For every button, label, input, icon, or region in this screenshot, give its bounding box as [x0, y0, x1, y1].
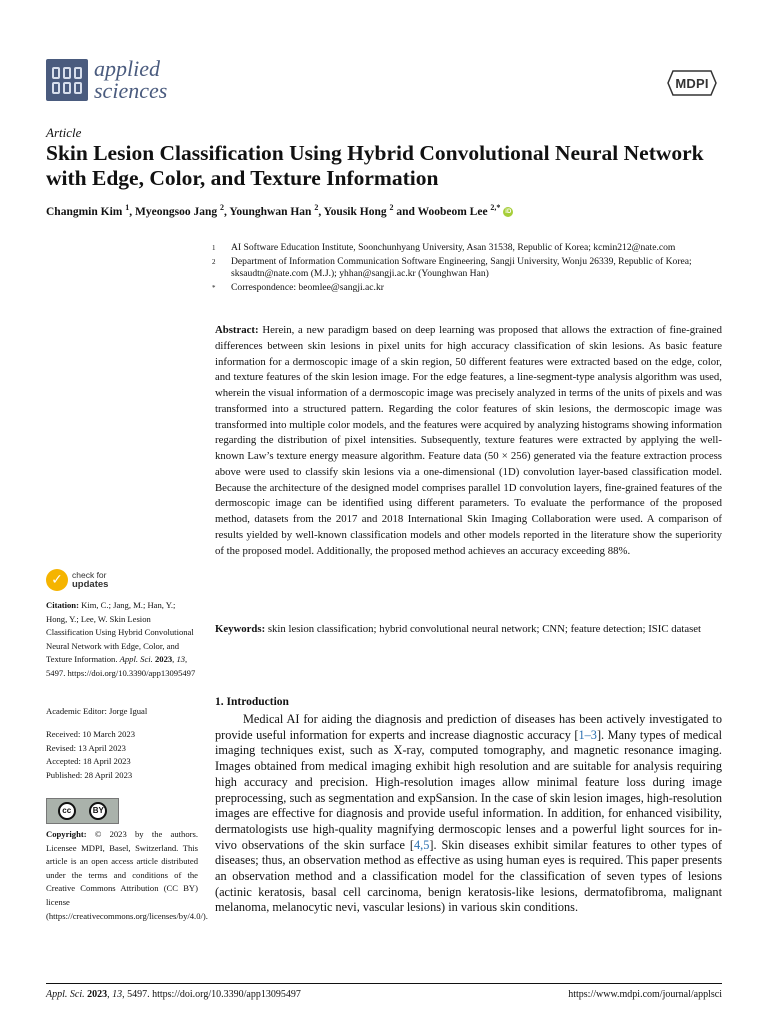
author-list — [46, 203, 513, 218]
publication-dates — [46, 728, 198, 782]
check-updates-line2: updates — [72, 579, 109, 590]
keywords-text: skin lesion classification; hybrid convolutional neural network; CNN; feature detection; ISIC dataset — [267, 623, 702, 635]
section-heading: 1. Introduction — [215, 696, 289, 708]
date-accepted: Accepted: 18 April 2023 — [46, 756, 131, 767]
publisher-logo — [667, 70, 717, 96]
copyright-text: © 2023 by the authors. Licensee MDPI, Basel, Switzerland. This article is an open access article distributed under the terms and conditions of the Creative Commons Attribution (CC BY) license (https://creativecommons.org/licenses/by/4.0/). — [46, 829, 208, 921]
intro-text: ]. Skin diseases exhibit similar features to other types of diseases; thus, an observation method as effective as using human eyes is required. This paper presents an observation method and a classification model for the classification of seven types of lesions (actinic keratosis, basal cell carcinoma, benign keratosis-like lesions, dermatofibroma, malignant melanoma, melanocytic nevi, vascular lesions) in various skin conditions. — [215, 837, 722, 915]
copyright-notice — [46, 828, 208, 923]
citation-label: Citation: — [46, 600, 79, 610]
affiliation-text: AI Software Education Institute, Soonchunhyang University, Asan 31538, Republic of Korea; kcmin212@nate.com — [231, 242, 676, 253]
journal-logo — [46, 58, 167, 102]
date-revised: Revised: 13 April 2023 — [46, 742, 126, 753]
affiliation-number: 2 — [212, 257, 216, 266]
footer-doi[interactable]: , 5497. https://doi.org/10.3390/app13095497 — [122, 989, 301, 1000]
journal-logo-icon — [46, 59, 88, 101]
affiliation-text: Department of Information Communication Software Engineering, Sangji University, Wonju 26339, Republic of Korea; sksaudtn@nate.com (M.J.); yhhan@sangji.ac.kr (Younghwan Han) — [231, 255, 692, 279]
footer-citation: Appl. Sci. 2023, 13, 5497. https://doi.org/10.3390/app13095497 — [46, 989, 301, 1000]
affiliation-number: 1 — [212, 244, 216, 252]
journal-name-line2: sciences — [94, 78, 168, 103]
article-title: Skin Lesion Classification Using Hybrid Convolutional Neural Network with Edge, Color, and Texture Information — [46, 141, 704, 190]
intro-text: Medical AI for aiding the diagnosis and prediction of diseases has been actively investigated to provide useful information for experts and increase diagnostic accuracy [ — [215, 712, 722, 742]
affiliation-item — [212, 282, 732, 295]
cc-by-license-badge[interactable] — [46, 798, 119, 824]
reference-link[interactable]: 4,5 — [413, 837, 430, 852]
creative-commons-icon: cc — [58, 802, 76, 820]
check-updates-icon: ✓ — [46, 569, 68, 591]
author-name: Yousik Hong — [323, 205, 387, 218]
affiliations — [212, 242, 732, 295]
author-affiliation-sup: 2 — [314, 203, 319, 212]
author-separator: , — [223, 205, 230, 218]
affiliation-item — [212, 242, 732, 255]
author-separator: and — [393, 205, 418, 218]
citation-volume: 13 — [176, 654, 186, 665]
author-name: Younghwan Han — [229, 205, 312, 218]
citation-journal: Appl. Sci. — [119, 654, 153, 665]
check-updates-line1: check for — [72, 570, 107, 580]
author-separator: , — [318, 205, 324, 218]
attribution-icon: BY — [89, 802, 107, 820]
affiliation-item — [212, 256, 732, 281]
copyright-label: Copyright: — [46, 829, 87, 839]
date-published: Published: 28 April 2023 — [46, 769, 133, 780]
abstract-text: Herein, a new paradigm based on deep learning was proposed that allows the extraction of fine-grained differences between skin lesions in pixel units for high accuracy classification of skin lesions. As basic feature information for a dermoscopic image of a skin region, 50 different features were extracted based on the edge, color, and texture features of the skin lesion image. For the edge features, a line-segment-type analysis algorithm was used, wherein the visual information of a dermoscopic image was precisely analyzed in terms of the units of pixels and was transformed into a structured pattern. Regarding the color features of skin lesions, the dermoscopic image was transformed into multiple color models, and the features were acquired by analyzing histograms showing information regarding the distribution of pixel intensities. Subsequently, texture features were extracted by applying the well-known Law’s texture energy measure algorithm. Feature data (50 × 256) generated via the feature extraction process above were used to classify skin lesions via a one-dimensional (1D) convolution layer-based classification model. Because the architecture of the designed model comprises parallel 1D convolution layers, fine-grained features of the dermoscopic image can be identified using different parameters. To evaluate the performance of the proposed method, datasets from the 2017 and 2018 International Skin Imaging Collaboration were used. A comparison of results yielded by well-known classification models and other models reported in the literature show the superiority of the proposed model. Additionally, the proposed method achieves an accuracy exceeding 88%. — [215, 324, 722, 557]
footer-journal: Appl. Sci. — [46, 989, 85, 1000]
article-type: Article — [46, 125, 82, 140]
check-for-updates-button[interactable] — [46, 569, 108, 591]
affiliation-number: * — [212, 283, 216, 292]
footer-year: 2023 — [87, 989, 108, 1000]
author-name: Changmin Kim — [46, 205, 123, 218]
reference-link[interactable]: 1–3 — [578, 727, 597, 742]
check-updates-text — [72, 571, 108, 589]
academic-editor: Academic Editor: Jorge Igual — [46, 706, 148, 716]
author-affiliation-sup: 2,* — [490, 203, 501, 212]
author-name: Myeongsoo Jang — [135, 205, 218, 218]
abstract — [215, 323, 722, 559]
footer-divider — [46, 983, 722, 984]
keywords-label: Keywords: — [215, 623, 266, 635]
journal-name — [94, 58, 167, 102]
footer-volume: 13 — [112, 989, 123, 1000]
author-affiliation-sup: 2 — [219, 203, 224, 212]
publisher-name: MDPI — [675, 75, 709, 91]
date-received: Received: 10 March 2023 — [46, 729, 136, 739]
keywords — [215, 622, 722, 638]
abstract-label: Abstract: — [215, 324, 259, 336]
citation-year: 2023 — [154, 654, 173, 665]
orcid-icon[interactable]: iD — [505, 209, 512, 216]
introduction-paragraph — [215, 712, 722, 916]
footer-journal-url[interactable]: https://www.mdpi.com/journal/applsci — [568, 989, 722, 1000]
author-separator: , — [129, 205, 135, 218]
citation-block: Citation: Kim, C.; Jang, M.; Han, Y.; Hong, Y.; Lee, W. Skin Lesion Classification Using Hybrid Convolutional Neural Network with Edge, Color, and Texture Information. Appl. Sci. 2023, 13, 5497. https://doi.org/10.3390/app13095497 — [46, 600, 196, 678]
intro-text: ]. Many types of medical imaging techniques exist, such as X-ray, computed tomography, and magnetic resonance imaging. Images obtained from medical imaging exhibit high resolution and are suitable for analysis requiring high accuracy and precision. High-resolution images allow minimal feature loss during image preprocessing, such as segmentation and expSansion. In the case of skin lesion images, high-resolution images are effective for diagnosis and provide useful information. In addition, for enhanced visibility, dermatologists use high-quality magnifying dermoscopic lenses and a powerful light sources for in-vivo observations of the skin surface [ — [215, 727, 722, 852]
journal-name-line1: applied — [94, 56, 160, 81]
citation-doi[interactable]: , 5497. https://doi.org/10.3390/app13095497 — [46, 654, 196, 678]
affiliation-text: Correspondence: beomlee@sangji.ac.kr — [231, 281, 384, 293]
citation-text: Kim, C.; Jang, M.; Han, Y.; Hong, Y.; Lee, W. Skin Lesion Classification Using Hybrid Convolutional Neural Network with Edge, Color, and Texture Information. — [46, 600, 194, 665]
author-affiliation-sup: 1 — [125, 203, 130, 212]
author-affiliation-sup: 2 — [389, 203, 394, 212]
author-name: Woobeom Lee — [417, 205, 488, 218]
